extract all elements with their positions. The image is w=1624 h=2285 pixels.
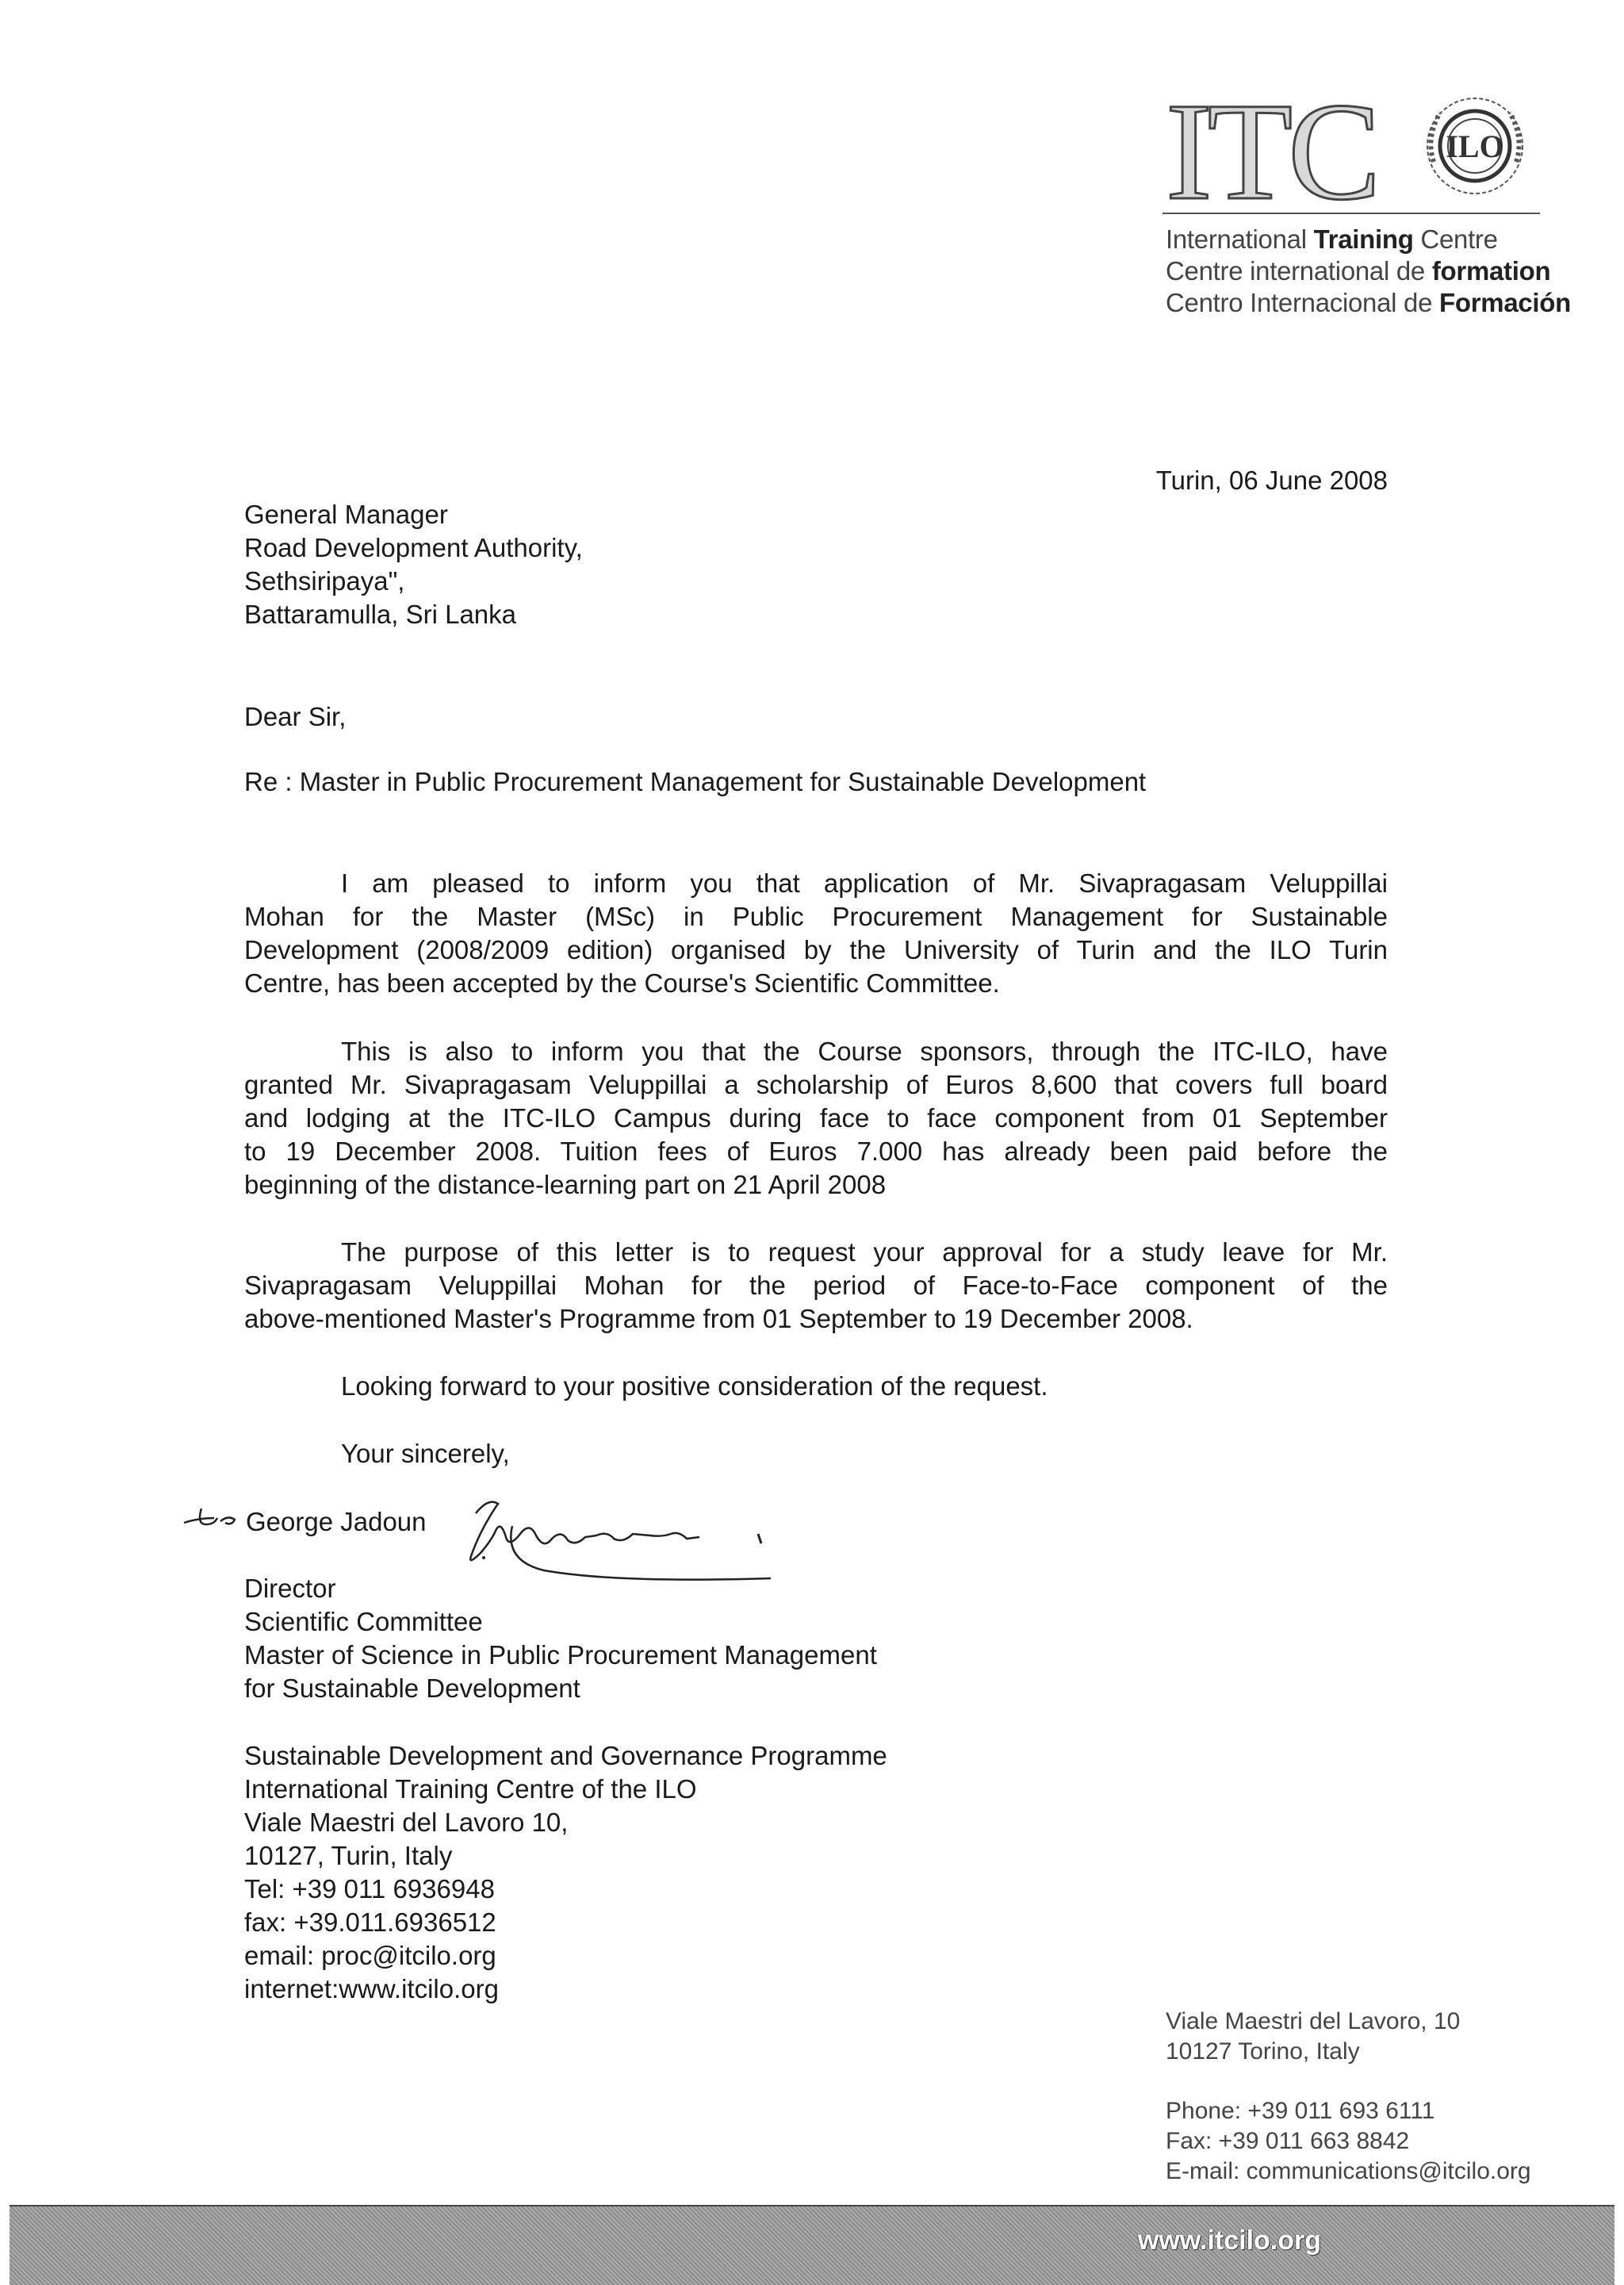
text-line: to 19 December 2008. Tuition fees of Euros 7.000 has already been paid before the: [244, 1137, 1388, 1166]
paragraph-application: [244, 867, 1388, 1000]
logo-letters: ITC: [1166, 89, 1377, 208]
closing-line: Looking forward to your positive consideration of the request.: [341, 1371, 1048, 1401]
text-line: and lodging at the ITC-ILO Campus during face to face component from 01 September: [244, 1103, 1388, 1133]
tagline-english: International Training Centre: [1166, 224, 1498, 254]
text-line: I am pleased to inform you that application of Mr. Sivapragasam Veluppillai: [341, 868, 1388, 898]
text-line: above-mentioned Master's Programme from 01 September to 19 December 2008.: [244, 1304, 1193, 1333]
contact-line-8: internet:www.itcilo.org: [244, 1974, 499, 2003]
footer-address-2: 10127 Torino, Italy: [1166, 2038, 1360, 2065]
contact-line-7: email: proc@itcilo.org: [244, 1941, 496, 1970]
ilo-emblem-icon: [1427, 98, 1522, 194]
handwritten-signature: [457, 1489, 790, 1593]
footer-address-1: Viale Maestri del Lavoro, 10: [1166, 2008, 1461, 2034]
letter-date: Turin, 06 June 2008: [1155, 466, 1388, 495]
footer-phone: Phone: +39 011 693 6111: [1166, 2098, 1435, 2124]
website-link[interactable]: www.itcilo.org: [1137, 2226, 1321, 2256]
valediction: Your sincerely,: [341, 1439, 510, 1468]
text-line: Development (2008/2009 edition) organised by the University of Turin and the ILO Turin: [244, 935, 1388, 964]
text-line: Centre, has been accepted by the Course's Scientific Committee.: [244, 968, 1000, 998]
emblem-letters: ILO: [1446, 128, 1504, 164]
signatory-title-3: Master of Science in Public Procurement Management: [244, 1640, 877, 1670]
contact-line-2: International Training Centre of the ILO: [244, 1774, 697, 1804]
footer-bar: [10, 2205, 1614, 2285]
recipient-line-1: General Manager: [244, 500, 448, 529]
text-line: The purpose of this letter is to request your approval for a study leave for Mr.: [341, 1237, 1388, 1267]
contact-line-6: fax: +39.011.6936512: [244, 1907, 496, 1937]
for-on-behalf-mark: [182, 1501, 254, 1532]
tagline-french: Centre international de formation: [1166, 256, 1551, 286]
recipient-line-4: Battaramulla, Sri Lanka: [244, 600, 517, 629]
contact-line-3: Viale Maestri del Lavoro 10,: [244, 1808, 569, 1837]
subject-line: Re : Master in Public Procurement Management for Sustainable Development: [244, 767, 1147, 796]
itc-ilo-logo: [1164, 89, 1537, 208]
text-line: beginning of the distance-learning part on 21 April 2008: [244, 1170, 887, 1199]
footer-fax: Fax: +39 011 663 8842: [1166, 2128, 1410, 2154]
text-line: granted Mr. Sivapragasam Veluppillai a scholarship of Euros 8,600 that covers full board: [244, 1070, 1388, 1099]
signatory-title-2: Scientific Committee: [244, 1607, 483, 1636]
text-line: Mohan for the Master (MSc) in Public Procurement Management for Sustainable: [244, 902, 1388, 931]
tagline-spanish: Centro Internacional de Formación: [1166, 288, 1572, 317]
paragraph-request: [244, 1236, 1388, 1336]
salutation: Dear Sir,: [244, 702, 347, 731]
recipient-line-3: Sethsiripaya",: [244, 566, 405, 596]
paragraph-scholarship: [244, 1035, 1388, 1202]
signatory-name: George Jadoun: [246, 1507, 427, 1536]
signatory-title-4: for Sustainable Development: [244, 1673, 580, 1703]
text-line: Sivapragasam Veluppillai Mohan for the period of Face-to-Face component of the: [244, 1271, 1388, 1300]
footer-email: E-mail: communications@itcilo.org: [1166, 2158, 1531, 2184]
signatory-title-1: Director: [244, 1574, 336, 1603]
contact-line-1: Sustainable Development and Governance Programme: [244, 1741, 887, 1770]
letterhead-rule: [1162, 213, 1540, 214]
contact-line-5: Tel: +39 011 6936948: [244, 1874, 495, 1904]
contact-line-4: 10127, Turin, Italy: [244, 1841, 453, 1870]
recipient-line-2: Road Development Authority,: [244, 533, 583, 562]
text-line: This is also to inform you that the Course sponsors, through the ITC-ILO, have: [341, 1037, 1388, 1066]
